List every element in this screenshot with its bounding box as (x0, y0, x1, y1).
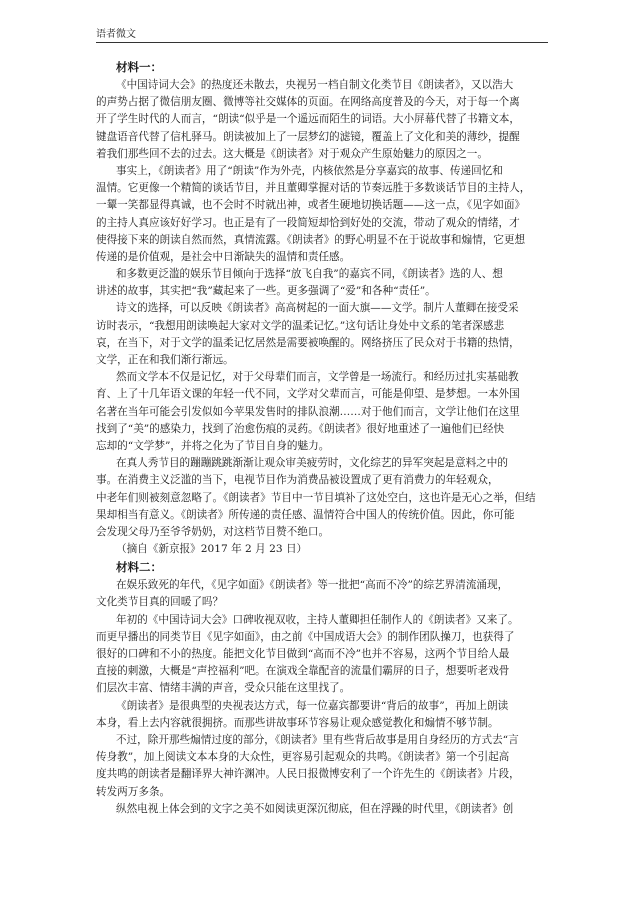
text-line: 的主持人真应该好好学习。也正是有了一段简短却恰到好处的交流，带动了观众的情绪，才 (96, 216, 520, 229)
text-line: 《中国诗词大会》的热度还未散去，央视另一档自制文化类节目《朗读者》，又以浩大 (116, 79, 514, 91)
text-line: 很好的口碑和不小的热度。能把文化节目做到“高而不冷”也并不容易，这两个节目给人最 (96, 648, 510, 660)
text-line: 讲述的故事，其实把“我”藏起来了一些。更多强调了“爱”和各种“责任”。 (96, 285, 436, 298)
text-line: 着我们那些回不去的过去。这大概是《朗读者》对于观众产生原始魅力的原因之一。 (96, 147, 488, 160)
text-line: 育、上了十几年语文课的年轻一代不同，文学对父辈而言，可能是仰望、是梦想。一本外国 (96, 388, 520, 401)
text-line: 度共鸣的朗读者是翻译界大神许渊冲。人民日报微博安利了一个许先生的《朗读者》片段， (96, 768, 520, 781)
text-line: 温情。它更像一个精简的谈话节目，并且董卿掌握对话的节奏远胜于多数谈话节目的主持人， (96, 182, 531, 195)
text-line: 本身，看上去内容就很拥挤。而那些讲故事环节容易让观众感觉教化和煽情不够节制。 (96, 716, 499, 729)
text-line: 名著在当年可能会引发似如今苹果发售时的排队浪潮……对于他们而言，文学让他们在这里 (96, 405, 520, 418)
text-line: 诗文的选择，可以反映《朗读者》高高树起的一面大旗——文学。制片人董卿在接受采 (116, 302, 519, 315)
text-line: 哀，在当下，对于文学的温柔记忆居然是需要被唤醒的。网络挤压了民众对于书籍的热情， (96, 336, 520, 349)
text-line: 开了学生时代的人而言，“朗读“似乎是一个遥远而陌生的词语。大小屏幕代替了书籍文本， (96, 113, 520, 126)
text-line: 的声势占据了微信朋友圈、微博等社交媒体的页面。在网络高度普及的今天，对于每一个离 (96, 96, 520, 109)
text-line: 使得接下来的朗读自然而然，真情流露。《朗读者》的野心明显不在于说故事和煽情，它更想 (96, 233, 526, 246)
text-line: 事。在消费主义泛滥的当下，电视节目作为消费品被设置成了更有消费力的年轻观众， (96, 474, 499, 487)
text-line: 文学，正在和我们渐行渐远。 (96, 354, 234, 366)
text-line: 事实上，《朗读者》用了“朗读”作为外壳，内核依然是分享嘉宾的故事、传递回忆和 (116, 164, 503, 177)
text-line: 访时表示，“我想用朗读唤起大家对文学的温柔记忆。”这句话让身处中文系的笔者深感悲 (96, 319, 505, 332)
section-heading: 材料一： (116, 60, 162, 74)
text-line: 纵然电视上体会到的文字之美不如阅读更深沉彻底，但在浮躁的时代里，《朗读者》创 (116, 802, 514, 815)
text-line: 键盘语音代替了信札驿马。朗读被加上了一层梦幻的滤镜，覆盖上了文化和美的薄纱，提醒 (96, 130, 520, 143)
text-line: 传递的是价值观，是社会中日渐缺失的温情和责任感。 (96, 250, 351, 263)
text-line: 不过，除开那些煽情过度的部分，《朗读者》里有些背后故事是用自身经历的方式去“言 (116, 733, 519, 746)
text-line: 中老年们则被刻意忽略了。《朗读者》节目中一节目填补了这处空白，这也许是无心之举，但结 (96, 491, 536, 504)
section-heading: 材料二： (116, 560, 162, 575)
text-line: 而更早播出的同类节目《见字如面》，由之前《中国成语大会》的制作团队操刀，也获得了 (96, 630, 515, 643)
text-line: 找到了“美”的感染力，找到了治愈伤痕的灵药。《朗读者》很好地重述了一遍他们已经快 (96, 422, 505, 435)
text-line: 忘却的“文学梦”，并将之化为了节目自身的魅力。 (96, 439, 330, 452)
text-line: 传身教”，加上阅读文本本身的大众性，更容易引起观众的共鸣。《朗读者》第一个引起高 (96, 751, 510, 764)
text-line: 在真人秀节目的蹦蹦跳跳渐渐让观众审美疲劳时，文化综艺的异军突起是意料之中的 (116, 457, 508, 470)
text-line: 然而文学本不仅是记忆，对于父母辈们而言，文学曾是一场流行。和经历过扎实基础教 (116, 371, 519, 384)
header-title: 语者微文 (96, 29, 136, 40)
text-line: 果却相当有意义。《朗读者》所传递的责任感、温情符合中国人的传统价值。因此，你可能 (96, 508, 515, 521)
text-line: 们层次丰富、情绪丰满的声音，受众只能在这里找了。 (96, 682, 351, 695)
text-line: 《朗读者》是很典型的央视表达方式，每一位嘉宾都要讲“背后的故事”，再加上朗读 (116, 699, 509, 712)
text-line: 在娱乐致死的年代，《见字如面》《朗读者》等一批把“高而不冷”的综艺界清流涌现， (116, 579, 509, 592)
text-line: 年初的《中国诗词大会》口碑收视双收，主持人董卿担任制作人的《朗读者》又来了。 (116, 613, 519, 626)
text-line: 和多数更泛滥的娱乐节目倾向于选择“放飞自我”的嘉宾不同，《朗读者》选的人、想 (116, 268, 503, 281)
text-line: 一颦一笑都显得真诚，也不会时不时就出神，或者生硬地切换话题——这一点，《见字如面》 (96, 199, 526, 212)
text-line: 会发现父母乃至爷爷奶奶，对这档节目赞不绝口。 (96, 525, 330, 538)
page-header (96, 22, 548, 43)
text-line: （摘自《新京报》2017 年 2 月 23 日） (116, 543, 308, 556)
text-line: 直接的刺激，大概是“声控福利”吧。在演戏全靠配音的流量们霸屏的日子，想要听老戏骨 (96, 665, 510, 678)
text-line: 转发两万多条。 (96, 785, 171, 798)
text-line: 文化类节目真的回暖了吗？ (96, 596, 224, 609)
article-body (96, 58, 548, 818)
